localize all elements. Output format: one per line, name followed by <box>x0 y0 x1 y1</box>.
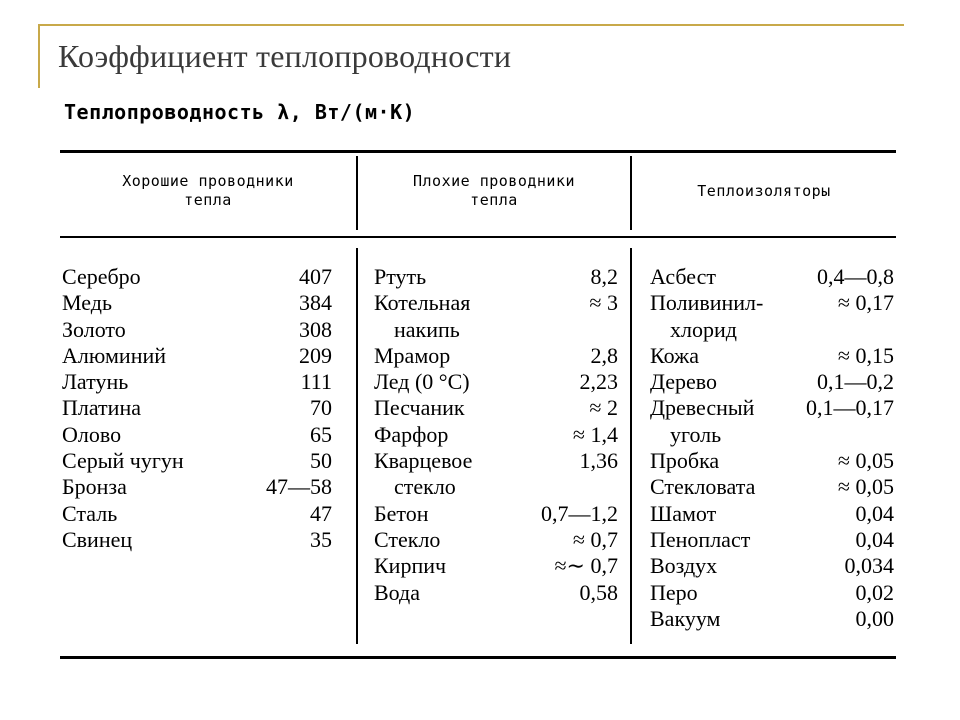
conductivity-value: ≈ 1,4 <box>572 421 618 447</box>
conductivity-value: ≈ 0,05 <box>837 474 894 500</box>
column-header-insulators <box>632 182 896 201</box>
material-name: Ртуть <box>374 264 427 289</box>
conductivity-value: 111 <box>300 369 332 395</box>
material-name: Бетон <box>374 500 429 526</box>
material-name: накипь <box>394 316 460 342</box>
material-name: Латунь <box>62 369 129 395</box>
table-row <box>650 501 894 527</box>
table-row <box>62 527 332 553</box>
conductivity-value: 65 <box>310 421 332 447</box>
conductivity-value: 47 <box>310 500 332 526</box>
table-row <box>650 317 894 343</box>
table-row <box>650 395 894 421</box>
material-name: Кварцевое <box>374 448 473 474</box>
conductivity-value: ≈ 0,05 <box>837 448 894 474</box>
conductivity-value: ≈ 0,7 <box>572 526 618 552</box>
conductivity-value: 0,04 <box>855 500 894 526</box>
material-name: Лед (0 °С) <box>374 369 470 395</box>
column-header-line: тепла <box>470 191 518 209</box>
table-header-rule <box>60 236 896 238</box>
table-row <box>650 264 894 290</box>
table-row <box>650 290 894 316</box>
conductivity-value: 0,1—0,2 <box>817 369 894 395</box>
material-name: Котельная <box>374 290 471 316</box>
material-name: Вакуум <box>650 605 721 631</box>
table-row <box>62 395 332 421</box>
column-header-line: тепла <box>184 191 232 209</box>
material-name: Древесный <box>650 395 755 421</box>
table-bottom-rule <box>60 656 896 659</box>
material-name: Олово <box>62 421 122 447</box>
table-row <box>374 501 618 527</box>
column-insulators <box>650 264 894 632</box>
material-name: Сталь <box>62 500 118 526</box>
conductivity-value: 0,58 <box>579 579 618 605</box>
table-row <box>650 422 894 448</box>
table-row <box>650 606 894 632</box>
table-row <box>374 580 618 606</box>
conductivity-value: 50 <box>310 448 332 474</box>
conductivity-value: 0,1—0,17 <box>806 395 894 421</box>
conductivity-value: 8,2 <box>590 264 618 289</box>
table-row <box>650 527 894 553</box>
conductivity-value: 0,4—0,8 <box>817 264 894 289</box>
table-subtitle: Теплопроводность λ, Вт/(м·К) <box>64 100 416 124</box>
table-row <box>374 369 618 395</box>
column-divider <box>356 248 358 644</box>
table-row <box>62 501 332 527</box>
table-row <box>374 343 618 369</box>
table-row <box>62 369 332 395</box>
column-good-conductors <box>62 264 332 553</box>
material-name: Кожа <box>650 342 699 368</box>
conductivity-value: 0,04 <box>855 526 894 552</box>
conductivity-value: 0,00 <box>855 605 894 631</box>
table-row <box>62 474 332 500</box>
material-name: Свинец <box>62 526 133 552</box>
material-name: Стекло <box>374 526 441 552</box>
table-row <box>374 422 618 448</box>
table-row <box>650 448 894 474</box>
material-name: Серый чугун <box>62 448 184 474</box>
material-name: Дерево <box>650 369 718 395</box>
conductivity-value: 47—58 <box>266 474 332 500</box>
conductivity-value: 407 <box>299 264 332 289</box>
material-name: хлорид <box>670 316 737 342</box>
material-name: Перо <box>650 579 698 605</box>
table-row <box>62 290 332 316</box>
conductivity-value: 1,36 <box>579 448 618 474</box>
conductivity-value: 384 <box>299 290 332 316</box>
table-row <box>62 264 332 290</box>
title-accent-horizontal <box>38 24 904 26</box>
material-name: Бронза <box>62 474 127 500</box>
conductivity-value: ≈ 0,15 <box>837 342 894 368</box>
table-row <box>374 527 618 553</box>
column-header-line: Хорошие проводники <box>122 172 294 190</box>
table-row <box>374 474 618 500</box>
table-row <box>650 474 894 500</box>
column-header-line: Теплоизоляторы <box>697 182 831 200</box>
column-divider <box>630 248 632 644</box>
table-row <box>374 395 618 421</box>
table-row <box>374 290 618 316</box>
table-row <box>62 343 332 369</box>
conductivity-value: ≈ 0,17 <box>837 290 894 316</box>
table-row <box>62 422 332 448</box>
material-name: Медь <box>62 290 112 316</box>
table-row <box>374 317 618 343</box>
table-row <box>374 448 618 474</box>
conductivity-value: ≈ 2 <box>589 395 618 421</box>
material-name: Стекловата <box>650 474 756 500</box>
column-poor-conductors <box>374 264 618 606</box>
conductivity-value: 209 <box>299 342 332 368</box>
conductivity-value: 0,02 <box>855 579 894 605</box>
material-name: Платина <box>62 395 141 421</box>
table-row <box>650 343 894 369</box>
material-name: Шамот <box>650 500 717 526</box>
conductivity-value: 0,034 <box>844 553 894 579</box>
table-row <box>62 317 332 343</box>
slide-title: Коэффициент теплопроводности <box>58 38 512 74</box>
material-name: Пробка <box>650 448 720 474</box>
conductivity-value: 308 <box>299 316 332 342</box>
table-row <box>650 580 894 606</box>
title-accent-vertical <box>38 24 40 88</box>
conductivity-value: 0,7—1,2 <box>541 500 618 526</box>
conductivity-value: 2,8 <box>590 342 618 368</box>
material-name: стекло <box>394 474 456 500</box>
conductivity-value: ≈∼ 0,7 <box>554 553 618 579</box>
material-name: Песчаник <box>374 395 465 421</box>
material-name: Фарфор <box>374 421 449 447</box>
table-row <box>62 448 332 474</box>
column-header-good-conductors <box>60 172 356 210</box>
conductivity-value: 35 <box>310 526 332 552</box>
conductivity-value: 70 <box>310 395 332 421</box>
material-name: Асбест <box>650 264 716 289</box>
material-name: Кирпич <box>374 553 447 579</box>
material-name: Поливинил- <box>650 290 764 316</box>
table-top-rule <box>60 150 896 153</box>
column-header-poor-conductors <box>358 172 630 210</box>
material-name: Серебро <box>62 264 141 289</box>
conductivity-value: ≈ 3 <box>589 290 618 316</box>
material-name: Алюминий <box>62 342 167 368</box>
table-row <box>650 553 894 579</box>
table-row <box>374 264 618 290</box>
material-name: уголь <box>670 421 722 447</box>
material-name: Пенопласт <box>650 526 751 552</box>
material-name: Золото <box>62 316 126 342</box>
table-row <box>650 369 894 395</box>
table-row <box>374 553 618 579</box>
material-name: Мрамор <box>374 342 451 368</box>
column-header-line: Плохие проводники <box>412 172 576 190</box>
material-name: Вода <box>374 579 420 605</box>
conductivity-value: 2,23 <box>579 369 618 395</box>
material-name: Воздух <box>650 553 718 579</box>
